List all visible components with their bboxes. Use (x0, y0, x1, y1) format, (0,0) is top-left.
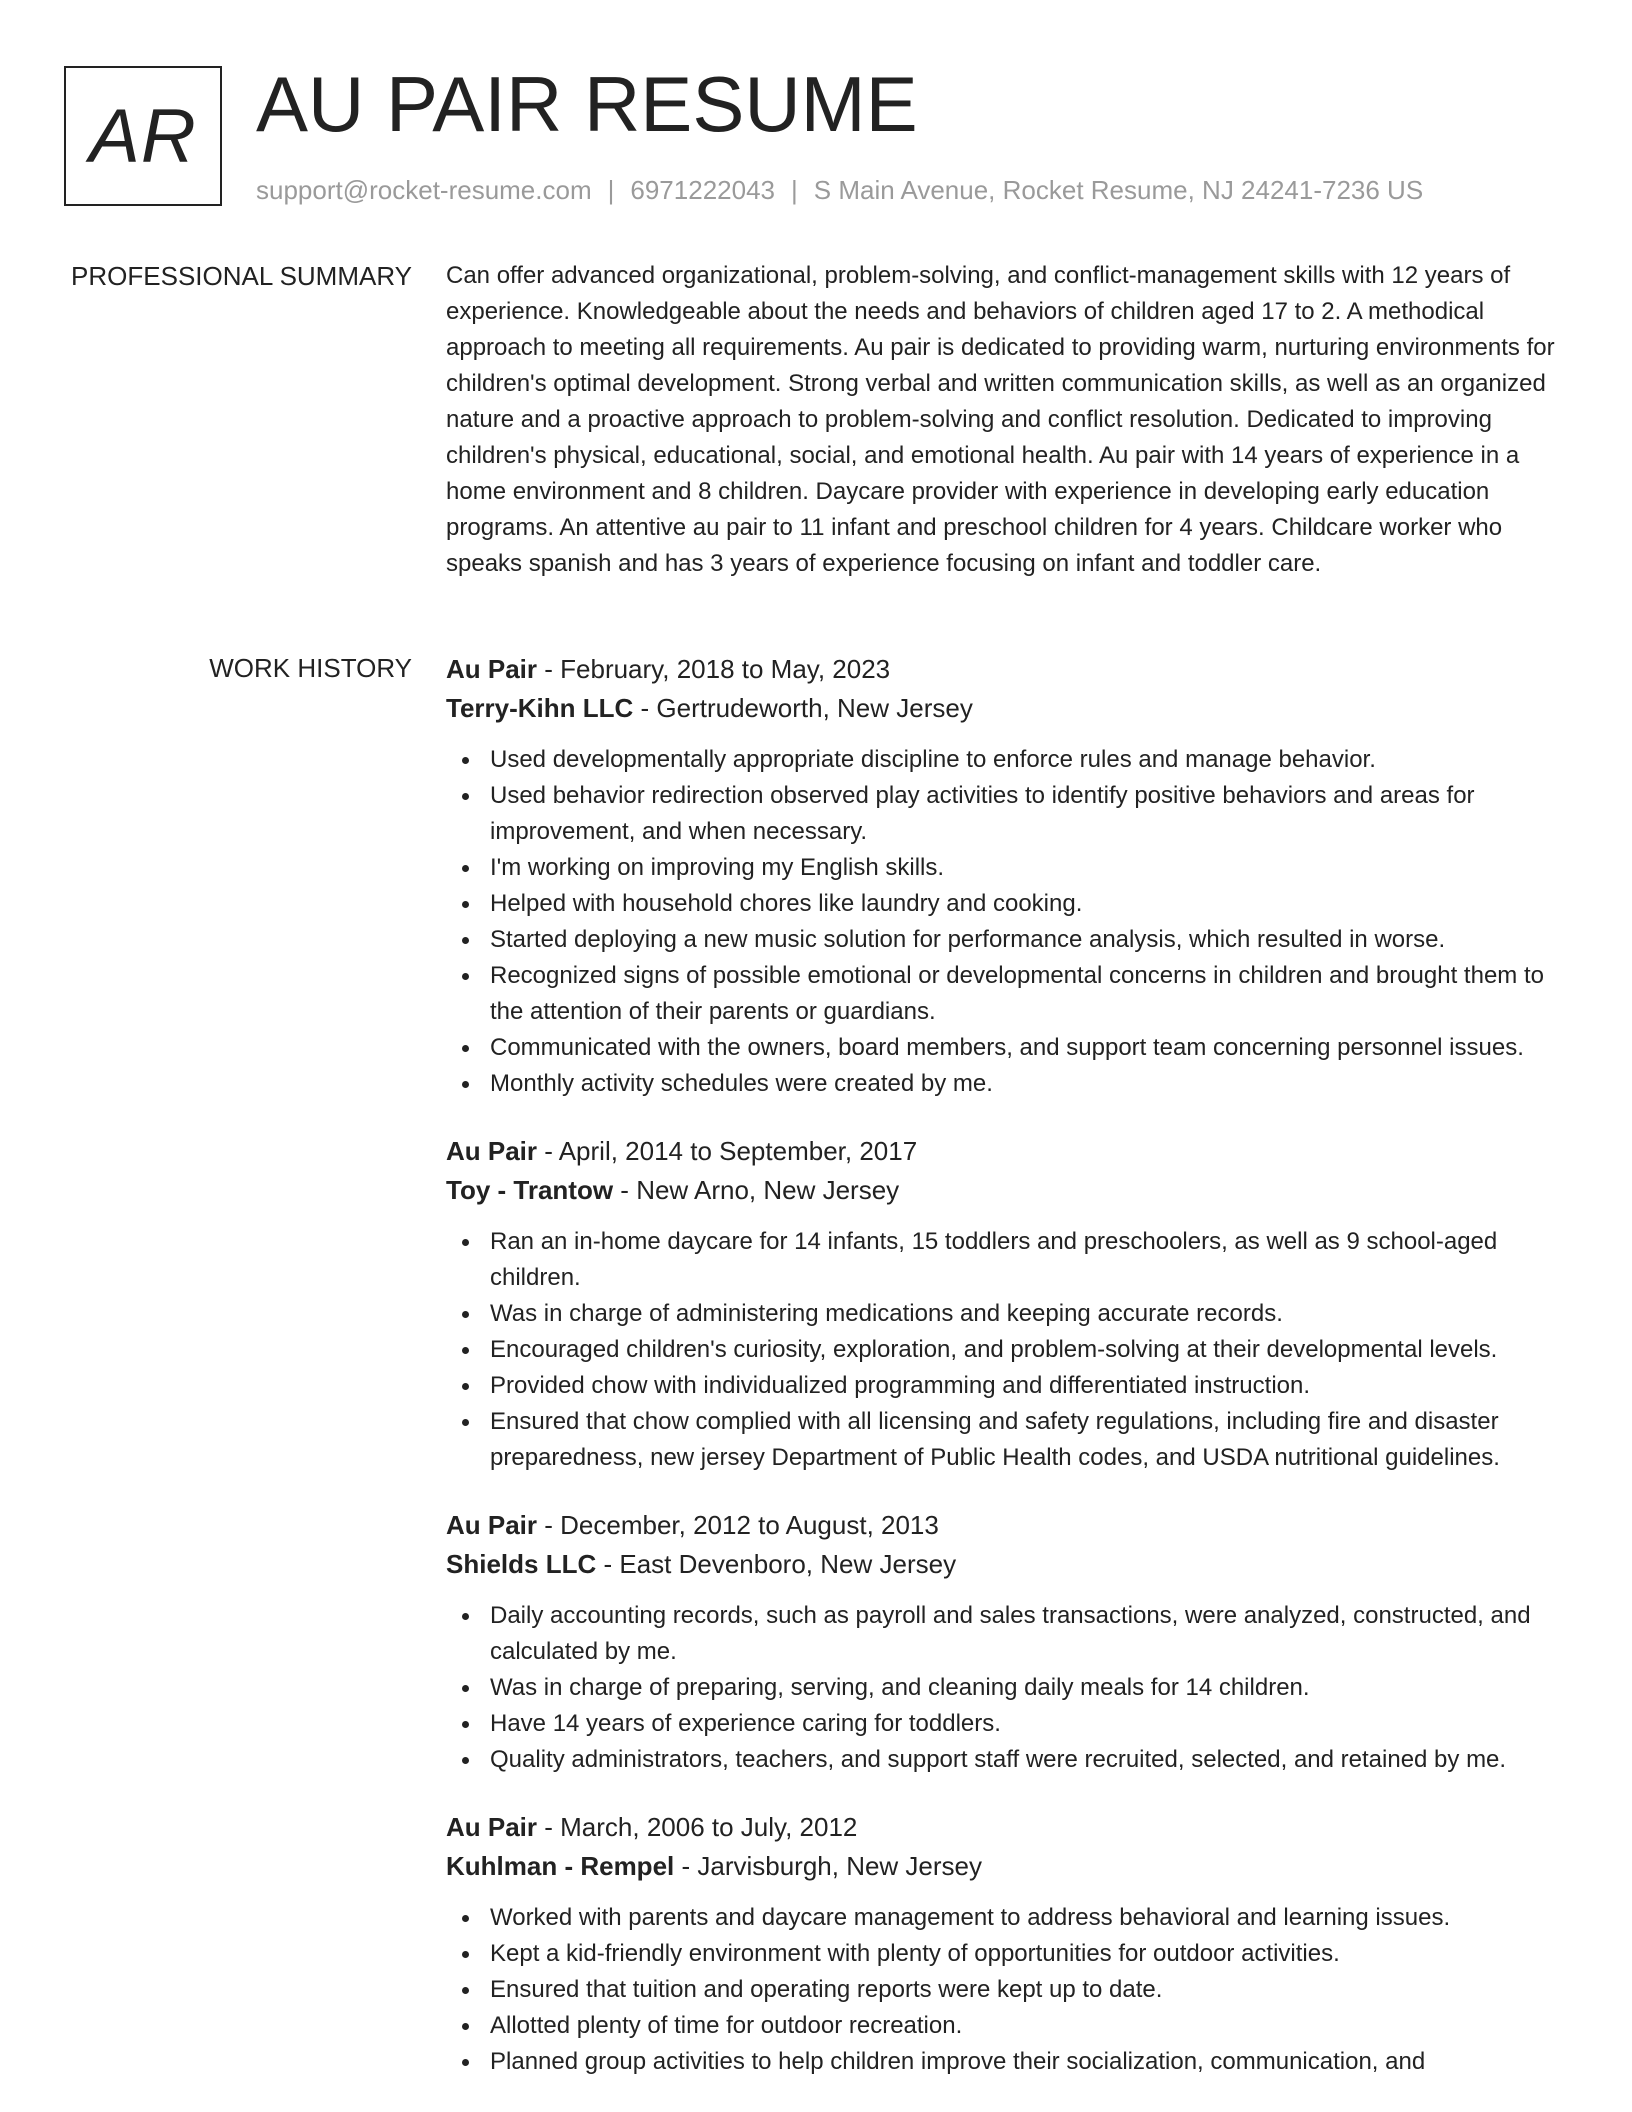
job-title: Au Pair (446, 1136, 538, 1166)
job-bullet: Used developmentally appropriate discipline to enforce rules and manage behavior. (446, 742, 1566, 778)
job-title: Au Pair (446, 1510, 538, 1540)
job-dash: - (537, 1136, 559, 1166)
summary-label: PROFESSIONAL SUMMARY (71, 261, 412, 291)
job-bullet: Communicated with the owners, board members, and support team concerning personnel issues. (446, 1030, 1566, 1066)
job-dates: February, 2018 to May, 2023 (560, 654, 891, 684)
initials-text: AR (89, 93, 197, 179)
job-dates: December, 2012 to August, 2013 (560, 1510, 939, 1540)
job-bullet: Was in charge of preparing, serving, and cleaning daily meals for 14 children. (446, 1670, 1566, 1706)
job-entry (446, 1506, 1566, 1778)
job-bullet: Provided chow with individualized programming and differentiated instruction. (446, 1368, 1566, 1404)
job-company-line (446, 1847, 1566, 1886)
job-bullet: Planned group activities to help children improve their socialization, communication, and (446, 2044, 1566, 2080)
job-bullet: I'm working on improving my English skills. (446, 850, 1566, 886)
contact-email: support@rocket-resume.com (256, 175, 592, 205)
job-bullet-list (446, 1900, 1566, 2080)
contact-phone: 6971222043 (630, 175, 775, 205)
job-company: Toy - Trantow (446, 1175, 614, 1205)
job-bullet: Ensured that tuition and operating reports were kept up to date. (446, 1972, 1566, 2008)
job-dash: - (596, 1549, 620, 1579)
job-company: Shields LLC (446, 1549, 597, 1579)
job-location: East Devenboro, New Jersey (619, 1549, 957, 1579)
job-company-line (446, 1545, 1566, 1584)
job-dash: - (537, 654, 561, 684)
job-location: Jarvisburgh, New Jersey (697, 1851, 983, 1881)
job-dates: March, 2006 to July, 2012 (560, 1812, 858, 1842)
job-bullet: Encouraged children's curiosity, exploration, and problem-solving at their developmental levels. (446, 1332, 1566, 1368)
job-bullet: Have 14 years of experience caring for toddlers. (446, 1706, 1566, 1742)
job-company: Terry-Kihn LLC (446, 693, 634, 723)
job-bullet: Used behavior redirection observed play activities to identify positive behaviors and areas for improvement, and when necessary. (446, 778, 1566, 850)
job-dash: - (633, 693, 657, 723)
initials-monogram (64, 66, 222, 206)
job-bullet-list (446, 742, 1566, 1102)
job-bullet: Worked with parents and daycare management to address behavioral and learning issues. (446, 1900, 1566, 1936)
contact-separator: | (607, 175, 615, 205)
job-entry (446, 650, 1566, 1102)
summary-text: Can offer advanced organizational, problem-solving, and conflict-management skills with 12 years of experience. Knowledgeable about the needs and behaviors of children aged 17 to 2. A methodical approach to meeting all requirements. Au pair is dedicated to providing warm, nurturing environments for children's optimal development. Strong verbal and written communication skills, as well as an organized nature and a proactive approach to problem-solving and conflict resolution. Dedicated to improving children's physical, educational, social, and emotional health. Au pair with 14 years of experience in a home environment and 8 children. Daycare provider with experience in developing early education programs. An attentive au pair to 11 infant and preschool children for 4 years. Childcare worker who speaks spanish and has 3 years of experience focusing on infant and toddler care. (446, 262, 1555, 577)
job-bullet-list (446, 1598, 1566, 1778)
job-company-line (446, 1171, 1566, 1210)
job-company: Kuhlman - Rempel (446, 1851, 675, 1881)
job-dash: - (537, 1510, 561, 1540)
job-bullet: Recognized signs of possible emotional or developmental concerns in children and brought them to the attention of their parents or guardians. (446, 958, 1566, 1030)
job-dates: April, 2014 to September, 2017 (558, 1136, 918, 1166)
job-bullet: Kept a kid-friendly environment with plenty of opportunities for outdoor activities. (446, 1936, 1566, 1972)
job-entry (446, 1132, 1566, 1476)
job-bullet: Was in charge of administering medications and keeping accurate records. (446, 1296, 1566, 1332)
job-bullet: Helped with household chores like laundry and cooking. (446, 886, 1566, 922)
job-bullet: Monthly activity schedules were created by me. (446, 1066, 1566, 1102)
job-dash: - (537, 1812, 561, 1842)
job-dash: - (674, 1851, 698, 1881)
job-company-line (446, 689, 1566, 728)
job-location: Gertrudeworth, New Jersey (656, 693, 973, 723)
contact-separator: | (791, 175, 798, 205)
work-history-label: WORK HISTORY (209, 653, 412, 683)
contact-address: S Main Avenue, Rocket Resume, NJ 24241-7236 US (813, 175, 1424, 205)
job-bullet: Quality administrators, teachers, and support staff were recruited, selected, and retained by me. (446, 1742, 1566, 1778)
job-title: Au Pair (446, 654, 538, 684)
job-entry (446, 1808, 1566, 2080)
job-bullet: Allotted plenty of time for outdoor recreation. (446, 2008, 1566, 2044)
job-bullet-list (446, 1224, 1566, 1476)
job-dash: - (613, 1175, 637, 1205)
job-title: Au Pair (446, 1812, 538, 1842)
job-bullet: Ran an in-home daycare for 14 infants, 15 toddlers and preschoolers, as well as 9 school-aged children. (446, 1224, 1566, 1296)
job-bullet: Ensured that chow complied with all licensing and safety regulations, including fire and disaster preparedness, new jersey Department of Public Health codes, and USDA nutritional guidelines. (446, 1404, 1566, 1476)
job-bullet: Started deploying a new music solution for performance analysis, which resulted in worse. (446, 922, 1566, 958)
job-location: New Arno, New Jersey (636, 1175, 900, 1205)
job-title-line (446, 1808, 1566, 1847)
job-title-line (446, 1506, 1566, 1545)
job-title-line (446, 1132, 1566, 1171)
job-bullet: Daily accounting records, such as payroll and sales transactions, were analyzed, constructed, and calculated by me. (446, 1598, 1566, 1670)
job-title-line (446, 650, 1566, 689)
contact-line (256, 173, 1423, 207)
work-history-list (446, 650, 1566, 2110)
resume-title: AU PAIR RESUME (256, 60, 918, 148)
